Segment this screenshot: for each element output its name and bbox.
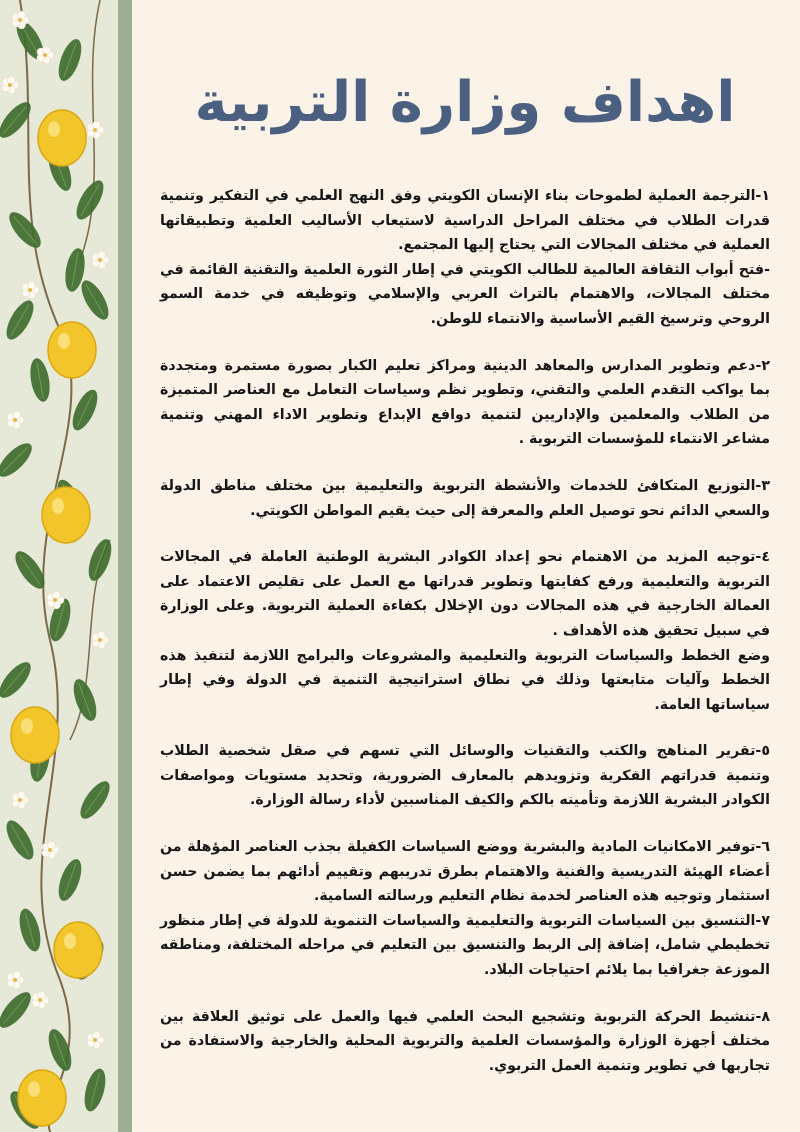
border-stripe [118,0,132,1132]
blossom-icon [98,631,106,639]
blossom-icon [48,848,52,852]
blossom-icon [13,411,21,419]
lemon-icon [48,322,96,378]
blossom-icon [93,1031,101,1039]
blossom-icon [93,121,101,129]
blossom-icon [98,638,102,642]
blossom-icon [13,971,21,979]
lemon-icon [28,1081,40,1097]
leaf-icon [0,438,37,482]
lemon-icon [52,498,64,514]
blossom-icon [48,841,56,849]
goal-paragraph-6: ٦-توفير الامكانيات المادية والبشرية ووضع السياسات الكفيلة بجذب العناصر المؤهلة من أعضاء الهيئة التدريسية والفنية والاهتمام بطرق تدريبهم وتقييم أدائهم بما يضمن حسن استثمار وتوجيه هذه العناصر لخدمة نظام التعليم ورسالته السامية. ٧-التنسيق بين السياسات التربوية والتعليمية والسياسات التنموية للدولة في إطار منظور تخطيطي شامل، إضافة إلى الربط والتنسيق بين التعليم في مراحله المختلفة، ومناطقه الموزعة جغرافيا بما يلائم احتياجات البلاد. [160,839,770,979]
blossom-icon [93,1038,97,1042]
lemon-icon [54,922,102,978]
blossom-icon [93,128,97,132]
blossom-icon [18,798,22,802]
goal-paragraph-3: ٣-التوزيع المتكافئ للخدمات والأنشطة التربوية والتعليمية بين مختلف مناطق الدولة والسعي الدائم نحو توصيل العلم والمعرفة إلى حيث يقيم المواطن الكويتي. [160,477,770,519]
main-content [160,0,770,1132]
blossom-icon [28,288,32,292]
goal-paragraph-4: ٤-توجيه المزيد من الاهتمام نحو إعداد الكوادر البشرية الوطنية العاملة في المجالات التربوية والتعليمية ورفع كفايتها وتطوير قدراتها مع العمل على تقليص الاعتماد على العمالة الخارجية في هذه المجالات دون الإخلال بكفاءة العملية التربوية. وعلى الوزارة في سبيل تحقيق هذه الأهداف . وضع الخطط والسياسات التربوية والتعليمية والمشروعات والبرامج اللازمة لتنفيذ هذه الخطط وآليات متابعتها وذلك في نطاق استراتيجية التنمية في الدولة وفي إطار سياساتها العامة. [160,549,770,713]
blossom-icon [43,53,47,57]
lemon-icon [21,718,33,734]
blossom-icon [8,83,12,87]
lemon-icon [11,707,59,763]
lemon-icon [64,933,76,949]
goal-paragraph-1: ١-الترجمة العملية لطموحات بناء الإنسان الكويتي وفق النهج العلمي في التفكير وتنمية قدرات الطلاب في مختلف المراحل الدراسية لاستيعاب الأساليب العلمية وتطبيقاتها العملية في مختلف المجالات التي يحتاج إليها المجتمع. -فتح أبواب الثقافة العالمية للطالب الكويتي في إطار الثورة العلمية والتقنية القائمة في مختلف المجالات، والاهتمام بالتراث العربي والإسلامي وتوظيفه في خدمة السمو الروحي وترسيخ القيم الأساسية والانتماء للوطن. [160,188,770,327]
leaf-icon [0,987,36,1032]
blossom-icon [53,591,61,599]
blossom-icon [43,46,51,54]
blossom-icon [18,11,26,19]
goal-paragraph-7: ٨-تنشيط الحركة التربوية وتشجيع البحث العلمي فيها والعمل على توثيق العلاقة بين مختلف أجهزة الوزارة والمؤسسات العلمية والتربوية المحلية والخارجية والاستفادة من تجاربها في تطوير وتنمية العمل التربوي. [160,1008,770,1074]
blossom-icon [28,281,36,289]
lemon-branch-illustration [0,0,118,1132]
blossom-icon [98,251,106,259]
blossom-icon [38,998,42,1002]
leaf-icon [0,657,36,702]
lemon-icon [58,333,70,349]
leaf-icon [0,97,36,142]
blossom-icon [53,598,57,602]
lemon-icon [42,487,90,543]
blossom-icon [38,991,46,999]
blossom-icon [98,258,102,262]
blossom-icon [18,18,22,22]
page-title: اهداف وزارة التربية [194,70,736,135]
lemon-icon [38,110,86,166]
lemon-icon [48,121,60,137]
goal-paragraph-2: ٢-دعم وتطوير المدارس والمعاهد الدينية ومراكز تعليم الكبار بصورة مستمرة ومتجددة بما يواكب التقدم العلمي والتقني، وتطوير نظم وسياسات التعامل مع العناصر المتميزة من الطلاب والمعلمين والإداريين لتنمية دوافع الإبداع وتطوير الاداء المهني وتنمية مشاعر الانتماء للمؤسسات التربوية . [160,357,770,448]
lemon-border-panel [0,0,118,1132]
blossom-icon [13,978,17,982]
lemon-icon [18,1070,66,1126]
blossom-icon [13,418,17,422]
goal-paragraph-5: ٥-تقرير المناهج والكتب والتقنيات والوسائل التي تسهم في صقل شخصية الطلاب وتنمية قدراتهم الفكرية وتزويدهم بالمعارف الضرورية، وتحديد مستويات ومواصفات الكوادر البشرية اللازمة وتأمينه بالكم والكيف المناسبين لأداء رسالة الوزارة. [160,743,770,809]
blossom-icon [18,791,26,799]
blossom-icon [8,76,16,84]
goals-list [160,184,770,1100]
